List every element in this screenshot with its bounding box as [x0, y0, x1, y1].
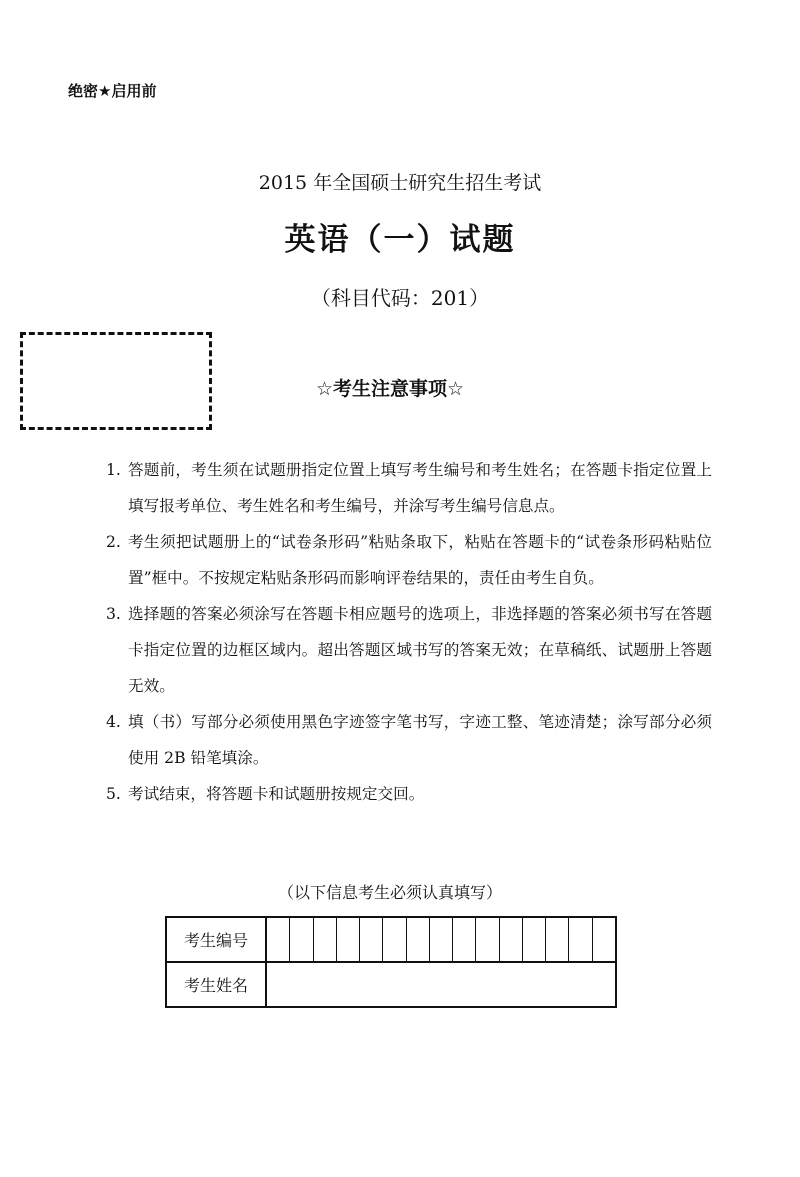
- candidate-id-digit-cell[interactable]: [430, 918, 453, 961]
- notice-item: [106, 596, 712, 704]
- notice-title: ☆考生注意事项☆: [315, 378, 465, 400]
- notice-item: [106, 524, 712, 596]
- subject-code: （科目代码：201）: [310, 286, 490, 310]
- candidate-id-digit-cell[interactable]: [337, 918, 360, 961]
- notice-list: [106, 452, 712, 812]
- exam-name: 2015 年全国硕士研究生招生考试: [258, 172, 542, 194]
- notice-item-text: 填（书）写部分必须使用黑色字迹签字笔书写，字迹工整、笔迹清楚；涂写部分必须使用 2B 铅笔填涂。: [128, 713, 712, 767]
- candidate-id-digit-cell[interactable]: [593, 918, 615, 961]
- notice-item-number: 4.: [106, 713, 121, 731]
- candidate-id-digit-cell[interactable]: [569, 918, 592, 961]
- notice-item-text: 选择题的答案必须涂写在答题卡相应题号的选项上，非选择题的答案必须书写在答题卡指定位置的边框区域内。超出答题区域书写的答案无效；在草稿纸、试题册上答题无效。: [128, 605, 712, 695]
- candidate-id-digit-cell[interactable]: [476, 918, 499, 961]
- candidate-id-digit-cell[interactable]: [360, 918, 383, 961]
- candidate-name-field[interactable]: [266, 962, 616, 1007]
- table-row: [166, 917, 616, 962]
- candidate-id-digit-cell[interactable]: [267, 918, 290, 961]
- confidential-mark: 绝密★启用前: [68, 82, 157, 100]
- notice-item-text: 考试结束，将答题卡和试题册按规定交回。: [128, 785, 425, 803]
- candidate-id-digit-cell[interactable]: [383, 918, 406, 961]
- candidate-id-label: 考生编号: [166, 917, 266, 962]
- page-title: 英语（一）试题: [284, 222, 516, 258]
- candidate-id-digit-cells: [267, 918, 615, 961]
- candidate-info-table: [165, 916, 617, 1008]
- candidate-name-label: 考生姓名: [166, 962, 266, 1007]
- candidate-id-digit-cell[interactable]: [500, 918, 523, 961]
- candidate-id-digit-cell[interactable]: [407, 918, 430, 961]
- notice-item-number: 1.: [106, 461, 121, 479]
- table-row: [166, 962, 616, 1007]
- candidate-id-digit-cell[interactable]: [453, 918, 476, 961]
- notice-item: [106, 776, 712, 812]
- notice-item-text: 答题前，考生须在试题册指定位置上填写考生编号和考生姓名；在答题卡指定位置上填写报考单位、考生姓名和考生编号，并涂写考生编号信息点。: [128, 461, 712, 515]
- candidate-id-digit-cell[interactable]: [314, 918, 337, 961]
- info-caption: （以下信息考生必须认真填写）: [277, 883, 502, 902]
- candidate-id-digit-cell[interactable]: [523, 918, 546, 961]
- candidate-id-digit-cell[interactable]: [546, 918, 569, 961]
- notice-item-number: 2.: [106, 533, 121, 551]
- notice-item-number: 3.: [106, 605, 121, 623]
- candidate-id-field[interactable]: [266, 917, 616, 962]
- notice-item: [106, 452, 712, 524]
- candidate-id-digit-cell[interactable]: [290, 918, 313, 961]
- notice-item: [106, 704, 712, 776]
- notice-item-number: 5.: [106, 785, 121, 803]
- notice-item-text: 考生须把试题册上的“试卷条形码”粘贴条取下，粘贴在答题卡的“试卷条形码粘贴位置”框中。不按规定粘贴条形码而影响评卷结果的，责任由考生自负。: [128, 533, 712, 587]
